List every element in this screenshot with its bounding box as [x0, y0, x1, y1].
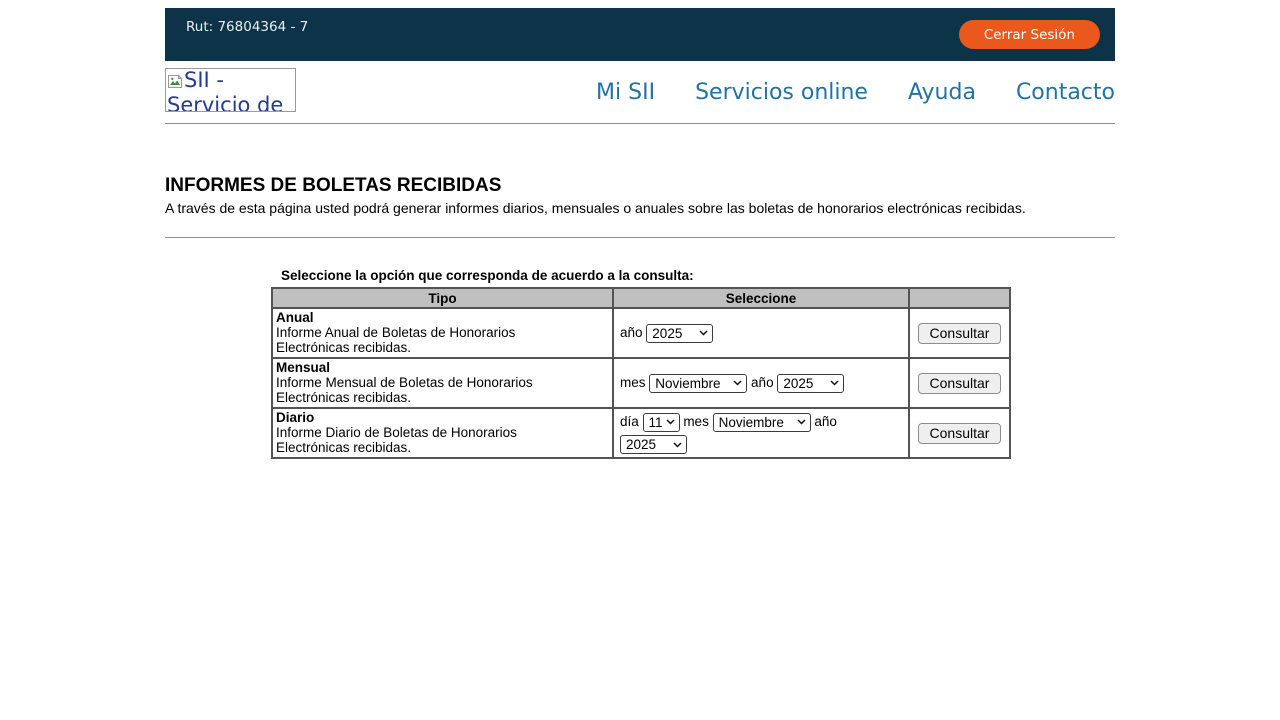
page — [165, 8, 1115, 459]
report-table — [271, 287, 1011, 459]
row-description-diario: Informe Diario de Boletas de Honorarios Electrónicas recibidas. — [276, 425, 517, 455]
main-nav — [596, 80, 1115, 105]
chevron-down-icon — [666, 419, 675, 425]
selected-year: 2025 — [652, 325, 683, 341]
diario-year-select[interactable] — [620, 435, 687, 454]
mensual-month-select[interactable] — [649, 374, 747, 393]
selected-month: Noviembre — [655, 375, 721, 391]
nav-link-contacto[interactable]: Contacto — [1015, 79, 1115, 105]
header — [165, 61, 1115, 123]
selected-year: 2025 — [783, 375, 814, 391]
table-row-diario — [272, 408, 1010, 458]
broken-image-icon — [167, 71, 183, 94]
anual-year-select[interactable] — [646, 324, 713, 343]
selected-day: 11 — [648, 414, 663, 430]
logo-link[interactable] — [165, 68, 296, 112]
month-label: mes — [620, 375, 646, 391]
selected-month: Noviembre — [718, 414, 784, 430]
table-header-row — [272, 288, 1010, 308]
column-header-action — [909, 288, 1010, 308]
rut-label: Rut: 76804364 - 7 — [186, 19, 309, 35]
nav-link-mi-sii[interactable]: Mi SII — [596, 79, 656, 105]
diario-controls-line2 — [620, 435, 904, 455]
table-row-mensual — [272, 358, 1010, 408]
topbar — [165, 8, 1115, 61]
consultar-button-anual[interactable]: Consultar — [918, 323, 1002, 344]
row-title-diario: Diario — [276, 410, 315, 425]
row-title-anual: Anual — [276, 310, 314, 325]
day-label: día — [620, 413, 639, 429]
page-title: INFORMES DE BOLETAS RECIBIDAS — [165, 175, 502, 196]
row-description-anual: Informe Anual de Boletas de Honorarios Electrónicas recibidas. — [276, 325, 516, 355]
month-label: mes — [683, 413, 709, 429]
row-title-mensual: Mensual — [276, 360, 331, 375]
column-header-seleccione: Seleccione — [613, 288, 909, 308]
nav-link-servicios-online[interactable]: Servicios online — [695, 79, 868, 105]
nav-link-ayuda[interactable]: Ayuda — [907, 79, 976, 105]
consultar-button-diario[interactable]: Consultar — [918, 423, 1002, 444]
diario-day-select[interactable] — [643, 413, 680, 432]
year-label: año — [814, 413, 837, 429]
diario-controls-line1 — [620, 412, 904, 432]
logout-button[interactable]: Cerrar Sesión — [959, 20, 1100, 49]
page-subtitle: A través de esta página usted podrá generar informes diarios, mensuales o anuales sobre las boletas de honorarios electrónicas recibidas. — [165, 200, 1026, 216]
instruction-text: Seleccione la opción que corresponda de acuerdo a la consulta: — [281, 268, 694, 283]
chevron-down-icon — [733, 380, 742, 386]
content-divider — [165, 237, 1115, 238]
table-row-anual — [272, 308, 1010, 358]
logo-alt-text: SII - Servicio de — [167, 68, 284, 112]
header-divider — [165, 123, 1115, 124]
consultar-button-mensual[interactable]: Consultar — [918, 373, 1002, 394]
column-header-tipo: Tipo — [272, 288, 613, 308]
chevron-down-icon — [673, 442, 682, 448]
year-label: año — [620, 325, 643, 341]
year-label: año — [751, 375, 774, 391]
row-description-mensual: Informe Mensual de Boletas de Honorarios Electrónicas recibidas. — [276, 375, 533, 405]
chevron-down-icon — [699, 330, 708, 336]
selected-year: 2025 — [626, 437, 657, 453]
diario-month-select[interactable] — [713, 413, 811, 432]
mensual-year-select[interactable] — [777, 374, 844, 393]
chevron-down-icon — [797, 419, 806, 425]
chevron-down-icon — [830, 380, 839, 386]
